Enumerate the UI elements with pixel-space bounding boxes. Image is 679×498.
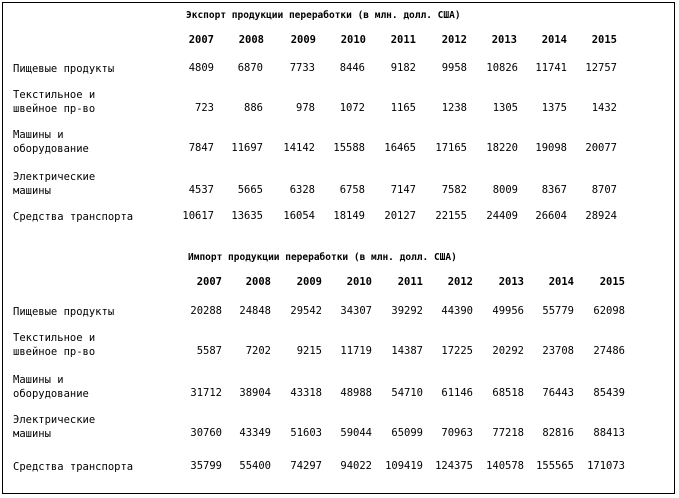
export-year-header: 2010 [340, 34, 366, 46]
import-year-header: 2015 [599, 276, 625, 288]
export-row-label: Текстильное и [13, 89, 96, 101]
import-cell-value: 74297 [290, 460, 322, 472]
import-cell-value: 59044 [340, 427, 372, 439]
import-cell-value: 55400 [239, 460, 271, 472]
export-cell-value: 20127 [384, 210, 416, 222]
import-cell-value: 24848 [239, 305, 271, 317]
export-cell-value: 18220 [486, 142, 518, 154]
export-cell-value: 14142 [283, 142, 315, 154]
import-cell-value: 140578 [486, 460, 524, 472]
export-cell-value: 11741 [535, 62, 567, 74]
import-cell-value: 124375 [435, 460, 473, 472]
import-row-label: оборудование [13, 388, 89, 400]
export-cell-value: 7147 [390, 184, 416, 196]
export-cell-value: 6870 [237, 62, 263, 74]
import-row-label: машины [13, 428, 51, 440]
export-year-header: 2013 [491, 34, 517, 46]
import-cell-value: 29542 [290, 305, 322, 317]
import-cell-value: 77218 [492, 427, 524, 439]
import-cell-value: 88413 [593, 427, 625, 439]
export-cell-value: 18149 [333, 210, 365, 222]
import-cell-value: 5587 [196, 345, 222, 357]
import-cell-value: 11719 [340, 345, 372, 357]
import-cell-value: 155565 [536, 460, 574, 472]
import-cell-value: 14387 [391, 345, 423, 357]
import-cell-value: 85439 [593, 387, 625, 399]
import-cell-value: 20288 [190, 305, 222, 317]
import-cell-value: 171073 [587, 460, 625, 472]
export-cell-value: 7847 [188, 142, 214, 154]
export-cell-value: 12757 [585, 62, 617, 74]
export-cell-value: 1165 [390, 102, 416, 114]
export-cell-value: 15588 [333, 142, 365, 154]
import-cell-value: 43349 [239, 427, 271, 439]
import-cell-value: 39292 [391, 305, 423, 317]
export-year-header: 2012 [441, 34, 467, 46]
import-row-label: Текстильное и [13, 332, 96, 344]
export-cell-value: 10826 [486, 62, 518, 74]
export-cell-value: 6758 [339, 184, 365, 196]
import-cell-value: 54710 [391, 387, 423, 399]
import-year-header: 2011 [397, 276, 423, 288]
import-cell-value: 70963 [441, 427, 473, 439]
import-cell-value: 27486 [593, 345, 625, 357]
import-row-label: швейное пр-во [13, 346, 96, 358]
import-cell-value: 61146 [441, 387, 473, 399]
import-cell-value: 7202 [245, 345, 271, 357]
export-row-label: Пищевые продукты [13, 63, 115, 75]
export-cell-value: 9182 [390, 62, 416, 74]
import-cell-value: 94022 [340, 460, 372, 472]
export-cell-value: 11697 [231, 142, 263, 154]
import-cell-value: 65099 [391, 427, 423, 439]
import-cell-value: 62098 [593, 305, 625, 317]
export-row-label: машины [13, 185, 51, 197]
export-cell-value: 8707 [591, 184, 617, 196]
export-year-header: 2008 [238, 34, 264, 46]
export-row-label: Электрические [13, 171, 96, 183]
import-cell-value: 48988 [340, 387, 372, 399]
export-row-label: Машины и [13, 129, 64, 141]
import-year-header: 2009 [296, 276, 322, 288]
import-cell-value: 82816 [542, 427, 574, 439]
export-year-header: 2009 [290, 34, 316, 46]
export-year-header: 2014 [541, 34, 567, 46]
export-cell-value: 886 [244, 102, 263, 114]
export-cell-value: 13635 [231, 210, 263, 222]
import-year-header: 2012 [447, 276, 473, 288]
export-cell-value: 5665 [237, 184, 263, 196]
export-cell-value: 1305 [492, 102, 518, 114]
export-row-label: швейное пр-во [13, 103, 96, 115]
export-cell-value: 1375 [541, 102, 567, 114]
import-cell-value: 49956 [492, 305, 524, 317]
export-cell-value: 7582 [441, 184, 467, 196]
export-cell-value: 8367 [541, 184, 567, 196]
import-cell-value: 34307 [340, 305, 372, 317]
export-cell-value: 10617 [182, 210, 214, 222]
import-cell-value: 17225 [441, 345, 473, 357]
import-cell-value: 43318 [290, 387, 322, 399]
export-year-header: 2015 [591, 34, 617, 46]
export-cell-value: 22155 [435, 210, 467, 222]
import-row-label: Средства транспорта [13, 461, 134, 473]
export-cell-value: 723 [195, 102, 214, 114]
import-cell-value: 38904 [239, 387, 271, 399]
export-cell-value: 26604 [535, 210, 567, 222]
import-year-header: 2007 [196, 276, 222, 288]
import-row-label: Пищевые продукты [13, 306, 115, 318]
export-table-title: Экспорт продукции переработки (в млн. долл. США) [186, 10, 461, 21]
export-year-header: 2007 [188, 34, 214, 46]
import-cell-value: 23708 [542, 345, 574, 357]
import-row-label: Электрические [13, 414, 96, 426]
export-cell-value: 20077 [585, 142, 617, 154]
export-cell-value: 1072 [339, 102, 365, 114]
import-cell-value: 51603 [290, 427, 322, 439]
export-cell-value: 4537 [188, 184, 214, 196]
export-cell-value: 8009 [492, 184, 518, 196]
import-year-header: 2014 [548, 276, 574, 288]
import-year-header: 2013 [498, 276, 524, 288]
import-cell-value: 68518 [492, 387, 524, 399]
export-cell-value: 9958 [441, 62, 467, 74]
import-cell-value: 20292 [492, 345, 524, 357]
import-cell-value: 31712 [190, 387, 222, 399]
export-row-label: оборудование [13, 143, 89, 155]
import-cell-value: 9215 [296, 345, 322, 357]
export-cell-value: 16465 [384, 142, 416, 154]
import-row-label: Машины и [13, 374, 64, 386]
export-cell-value: 16054 [283, 210, 315, 222]
import-cell-value: 35799 [190, 460, 222, 472]
import-table-title: Импорт продукции переработки (в млн. долл. США) [188, 252, 457, 263]
export-cell-value: 1432 [591, 102, 617, 114]
export-cell-value: 7733 [289, 62, 315, 74]
export-cell-value: 8446 [339, 62, 365, 74]
import-cell-value: 44390 [441, 305, 473, 317]
export-row-label: Средства транспорта [13, 211, 134, 223]
export-cell-value: 4809 [188, 62, 214, 74]
export-cell-value: 28924 [585, 210, 617, 222]
import-cell-value: 30760 [190, 427, 222, 439]
import-year-header: 2010 [346, 276, 372, 288]
import-cell-value: 76443 [542, 387, 574, 399]
export-cell-value: 1238 [441, 102, 467, 114]
export-cell-value: 19098 [535, 142, 567, 154]
export-cell-value: 6328 [289, 184, 315, 196]
export-year-header: 2011 [390, 34, 416, 46]
export-cell-value: 17165 [435, 142, 467, 154]
import-cell-value: 55779 [542, 305, 574, 317]
export-cell-value: 978 [296, 102, 315, 114]
export-cell-value: 24409 [486, 210, 518, 222]
import-year-header: 2008 [245, 276, 271, 288]
import-cell-value: 109419 [385, 460, 423, 472]
